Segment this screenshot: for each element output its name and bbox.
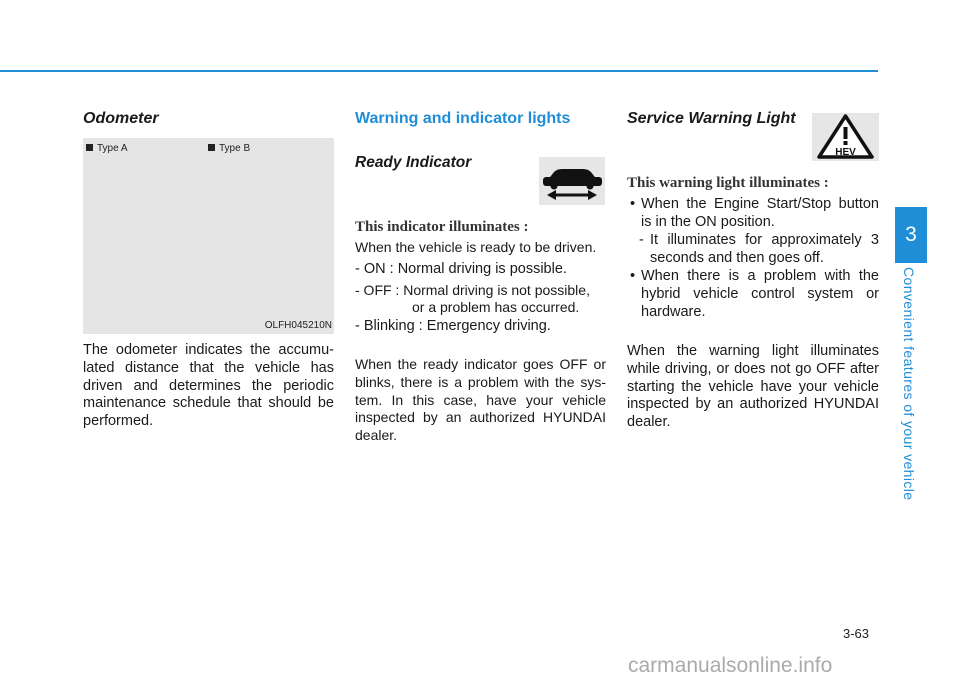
square-bullet-icon: [86, 144, 93, 151]
ready-illuminates-heading: This indicator illuminates :: [355, 219, 529, 235]
watermark: carmanualsonline.info: [628, 654, 833, 677]
square-bullet-icon: [208, 144, 215, 151]
ready-intro: When the vehicle is ready to be driven.: [355, 239, 597, 255]
ready-off-line: - OFF : Normal driving is not possible, or a problem has occurred.: [355, 282, 590, 315]
ready-indicator-heading: Ready Indicator: [355, 154, 472, 171]
service-illuminates-heading: This warning light illuminates :: [627, 175, 829, 191]
svg-text:HEV: HEV: [835, 147, 856, 158]
service-bullet-2: • When there is a problem with the hybrid vehicle control system or hardware.: [630, 268, 879, 320]
odometer-paragraph: The odometer indicates the accumu-lated distance that the vehicle has driven and determines the periodic maintenance schedule that should be performed.: [83, 342, 334, 430]
type-a-label: Type A: [86, 143, 128, 154]
car-arrows-icon: [539, 157, 605, 205]
header-rule: [0, 70, 878, 72]
bullet-dot-icon: •: [630, 196, 636, 212]
warning-lights-heading: Warning and indicator lights: [355, 110, 571, 127]
service-bullet-1-sub: - It illuminates for approximately 3 seconds and then goes off.: [639, 232, 879, 266]
ready-paragraph: When the ready indicator goes OFF or blinks, there is a problem with the sys-tem. In this case, have your vehicle inspected by an authorized HYUNDAI dealer.: [355, 356, 606, 444]
bullet-dot-icon: •: [630, 268, 636, 284]
hev-warning-icon: [812, 113, 879, 161]
type-b-label: Type B: [208, 143, 250, 154]
service-warning-heading: Service Warning Light: [627, 110, 796, 127]
ready-blinking-line: - Blinking : Emergency driving.: [355, 318, 551, 334]
chapter-tab: 3: [895, 207, 927, 263]
service-paragraph: When the warning light illuminates while driving, or does not go OFF after starting the vehicle have your vehicle inspected by an authorized HYUNDAI dealer.: [627, 343, 879, 431]
ready-on-line: - ON : Normal driving is possible.: [355, 261, 567, 277]
page-number: 3-63: [843, 626, 870, 641]
odometer-figure: [83, 138, 334, 334]
chapter-title: Convenient features of your vehicle: [901, 267, 917, 501]
odometer-heading: Odometer: [83, 110, 159, 127]
figure-code: OLFH045210N: [264, 320, 332, 331]
service-bullet-1: • When the Engine Start/Stop button is in the ON position.: [630, 196, 879, 230]
